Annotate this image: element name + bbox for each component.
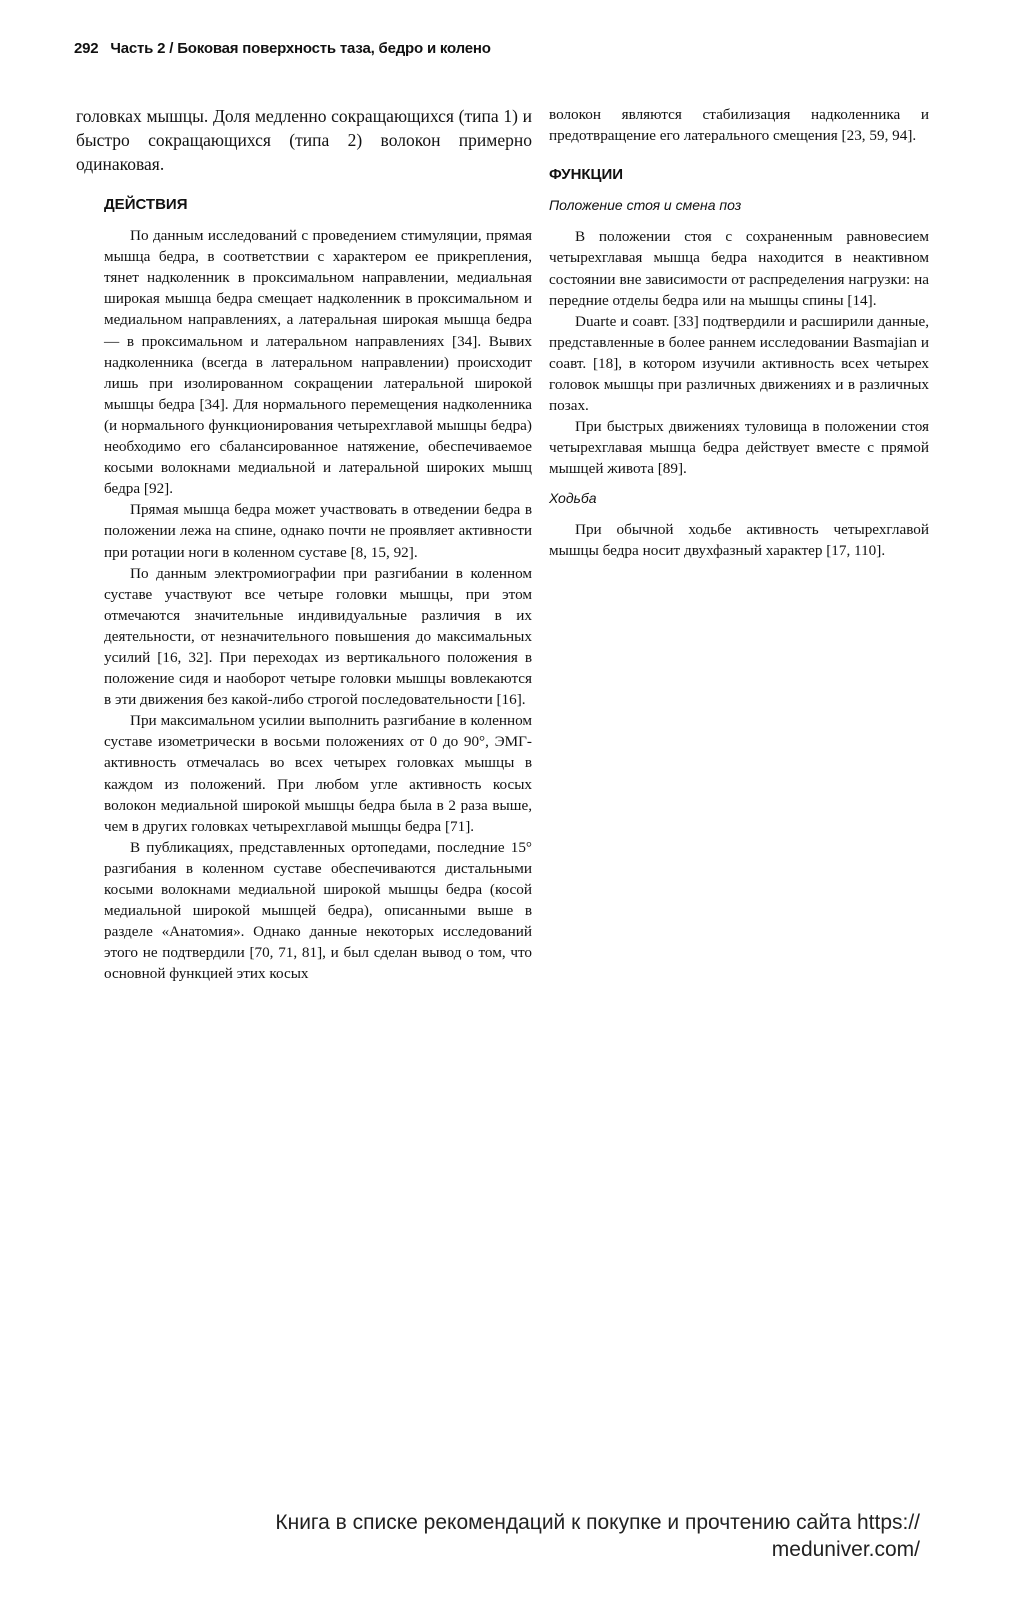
paragraph: При максимальном усилии выполнить разгибание в коленном суставе изометрически в восьми положениях от 0 до 90°, ЭМГ-активность отмечалась во всех четырех головках мышцы в каждом из положений. При любом угле активность косых волокон медиальной широкой мышцы бедра была в 2 раза выше, чем в других головках четырехглавой мышцы бедра [71]. bbox=[104, 712, 532, 835]
footer-watermark bbox=[150, 1509, 920, 1563]
left-column bbox=[76, 104, 532, 984]
subsection-title: Положение стоя и смена поз bbox=[549, 197, 742, 214]
subsection-title: Ходьба bbox=[549, 489, 597, 506]
section-title-actions: ДЕЙСТВИЯ bbox=[104, 196, 188, 213]
paragraph: По данным электромиографии при разгибании в коленном суставе участвуют все четыре головки мышцы, при этом отмечаются значительные индивидуальные различия в их деятельности, от незначительного повышения до максимальных усилий [16, 32]. При переходах из вертикального положения в положение сидя и наоборот четыре головки мышцы вовлекаются в эти движения без какой-либо строгой последовательности [16]. bbox=[104, 564, 532, 709]
paragraph: При быстрых движениях туловища в положении стоя четырехглавая мышца бедра действует вместе с прямой мышцей живота [89]. bbox=[549, 418, 929, 478]
page-number: 292 bbox=[74, 40, 99, 57]
lead-paragraph: головках мышцы. Доля медленно сокращающихся (типа 1) и быстро сокращающихся (типа 2) волокон примерно одинаковая. bbox=[76, 106, 532, 174]
paragraph: Прямая мышца бедра может участвовать в отведении бедра в положении лежа на спине, однако почти не проявляет активности при ротации ноги в коленном суставе [8, 15, 92]. bbox=[104, 501, 532, 561]
section-title-functions: ФУНКЦИИ bbox=[549, 166, 624, 184]
right-column bbox=[549, 104, 929, 561]
footer-line: Книга в списке рекомендаций к покупке и прочтению сайта https:// bbox=[275, 1511, 920, 1534]
paragraph: В положении стоя с сохраненным равновесием четырехглавая мышца бедра находится в неактивном состоянии вне зависимости от распределения нагрузки: на передние отделы бедра или на мышцы спины [14]. bbox=[549, 228, 929, 309]
paragraph: По данным исследований с проведением стимуляции, прямая мышца бедра, в соответствии с характером ее прикрепления, тянет надколенник в проксимальном направлении, медиальная широкая мышца бедра смещает надколенник в проксимальном и медиальном направлениях, а латеральная широкая мышца бедра — в проксимальном и латеральном направлениях [34]. Вывих надколенника (всегда в латеральном направлении) происходит лишь при изолированном сокращении латеральной широкой мышцы бедра [34]. Для нормального перемещения надколенника (и нормального функционирования четырехглавой мышцы бедра) необходимо его сбалансированное натяжение, обеспечиваемое косыми волокнами медиальной и латеральной широких мышц бедра [92]. bbox=[104, 227, 532, 498]
paragraph: Duarte и соавт. [33] подтвердили и расширили данные, представленные в более раннем исследовании Basmajian и соавт. [18], в котором изучили активность всех четырех головок мышцы при различных движениях и в различных позах. bbox=[549, 312, 929, 415]
paragraph: При обычной ходьбе активность четырехглавой мышцы бедра носит двухфазный характер [17, 110]. bbox=[549, 520, 929, 559]
chapter-title: Часть 2 / Боковая поверхность таза, бедро и колено bbox=[110, 40, 491, 57]
running-header bbox=[74, 40, 491, 57]
paragraph: В публикациях, представленных ортопедами, последние 15° разгибания в коленном суставе обеспечиваются дистальными косыми волокнами медиальной широкой мышцы бедра (косой медиальной широкой мышцей бедра), описанными выше в разделе «Анатомия». Однако данные некоторых исследований этого не подтвердили [70, 71, 81], и был сделан вывод о том, что основной функцией этих косых bbox=[104, 838, 532, 983]
lead-paragraph: волокон являются стабилизация надколенника и предотвращение его латерального смещения [23, 59, 94]. bbox=[549, 106, 929, 145]
footer-link[interactable]: meduniver.com/ bbox=[771, 1538, 920, 1561]
